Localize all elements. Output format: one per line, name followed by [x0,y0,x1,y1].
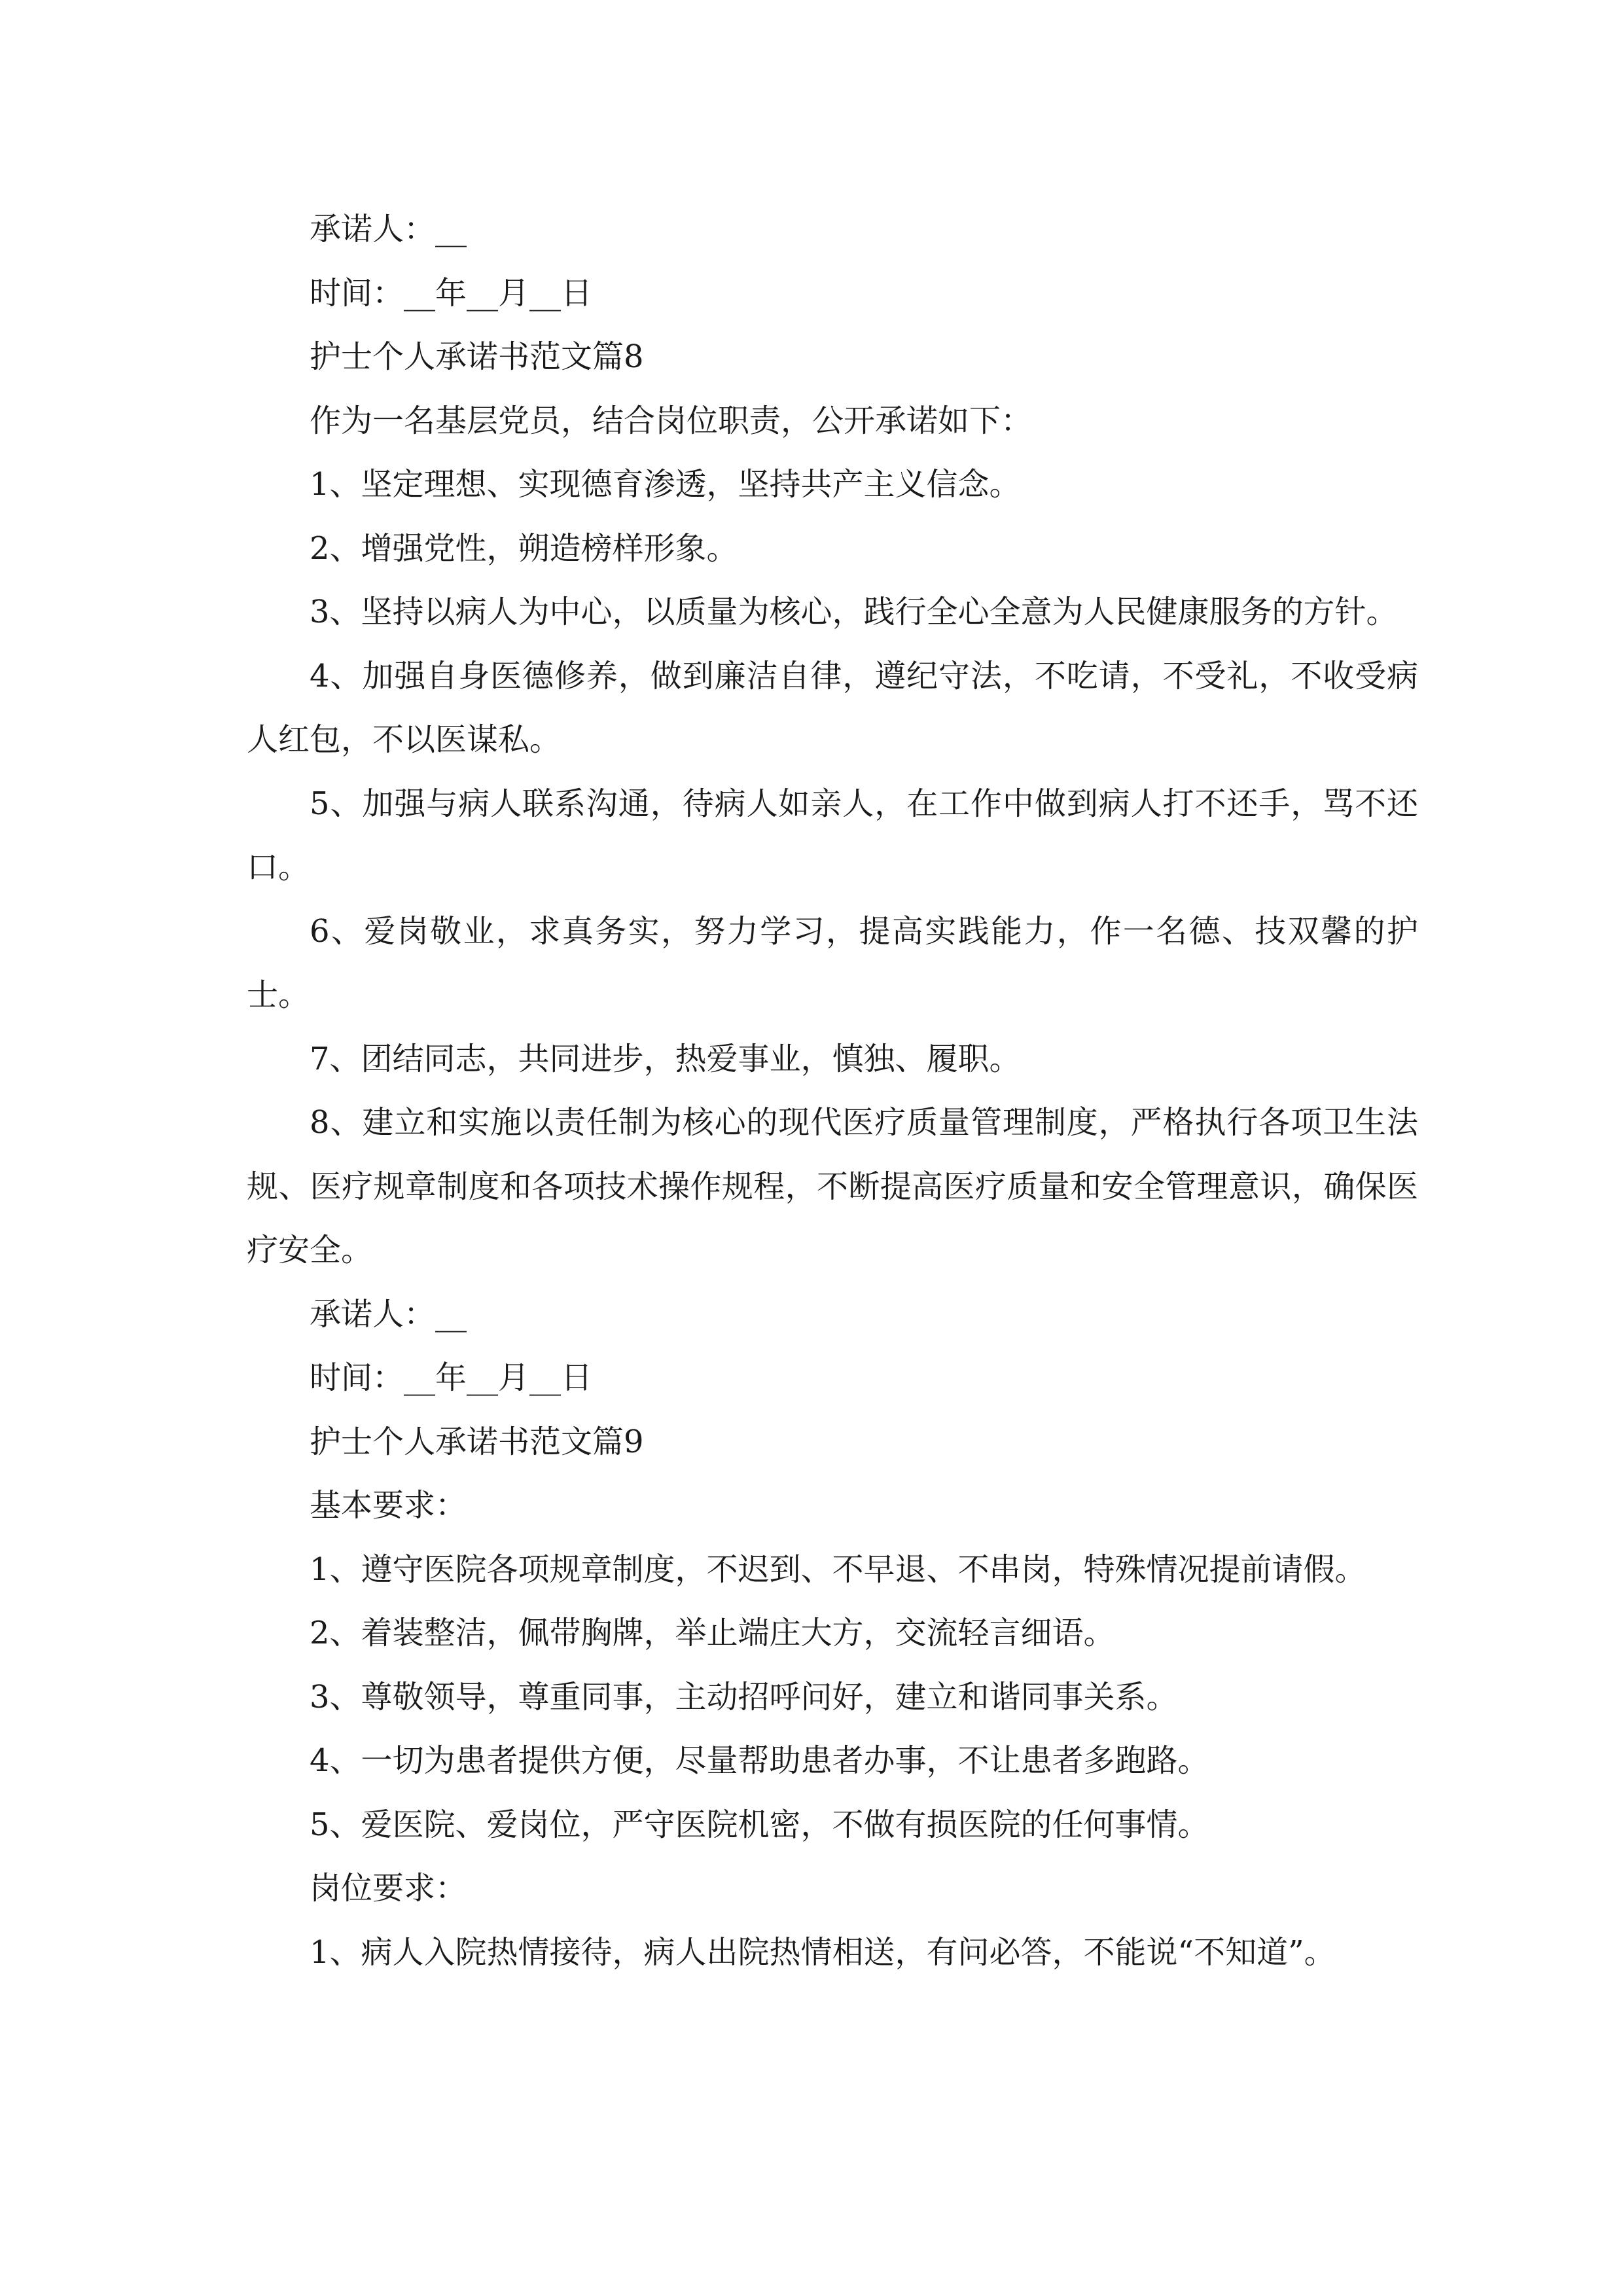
commitment-item: 8、建立和实施以责任制为核心的现代医疗质量管理制度，严格执行各项卫生法规、医疗规章制度和各项技术操作规程，不断提高医疗质量和安全管理意识，确保医疗安全。 [247,1104,1418,1268]
requirement-item: 1、遵守医院各项规章制度，不迟到、不早退、不串岗，特殊情况提前请假。 [310,1551,1366,1588]
date-line: 时间：__年__月__日 [310,1359,593,1396]
intro-paragraph: 作为一名基层党员，结合岗位职责，公开承诺如下： [310,402,1033,439]
commitment-item: 1、坚定理想、实现德育渗透，坚持共产主义信念。 [310,466,1021,503]
requirement-item: 1、病人入院热情接待，病人出院热情相送，有问必答，不能说“不知道”。 [310,1933,1336,1971]
commitment-item: 5、加强与病人联系沟通，待病人如亲人，在工作中做到病人打不还手，骂不还口。 [247,785,1418,886]
commitment-item: 7、团结同志，共同进步，热爱事业，慎独、履职。 [310,1040,1021,1077]
signatory-line: 承诺人：__ [310,1295,467,1333]
subsection-heading-post: 岗位要求： [310,1870,467,1907]
commitment-item: 4、加强自身医德修养，做到廉洁自律，遵纪守法，不吃请，不受礼，不收受病人红包，不以医谋私。 [247,657,1418,758]
requirement-item: 2、着装整洁，佩带胸牌，举止端庄大方，交流轻言细语。 [310,1615,1115,1651]
commitment-item: 2、增强党性，朔造榜样形象。 [310,529,738,567]
subsection-heading-basic: 基本要求： [310,1487,467,1524]
section-heading-9: 护士个人承诺书范文篇9 [310,1423,644,1460]
commitment-item: 6、爱岗敬业，求真务实，努力学习，提高实践能力，作一名德、技双馨的护士。 [247,912,1418,1013]
date-line: 时间：__年__月__日 [310,274,593,312]
requirement-item: 3、尊敬领导，尊重同事，主动招呼问好，建立和谐同事关系。 [310,1678,1178,1715]
requirement-item: 4、一切为患者提供方便，尽量帮助患者办事，不让患者多跑路。 [310,1742,1209,1779]
section-heading-8: 护士个人承诺书范文篇8 [310,338,644,375]
requirement-item: 5、爱医院、爱岗位，严守医院机密，不做有损医院的任何事情。 [310,1806,1209,1843]
signatory-line: 承诺人：__ [310,211,467,247]
document-body [247,198,1418,1984]
commitment-item: 3、坚持以病人为中心，以质量为核心，践行全心全意为人民健康服务的方针。 [310,594,1398,630]
